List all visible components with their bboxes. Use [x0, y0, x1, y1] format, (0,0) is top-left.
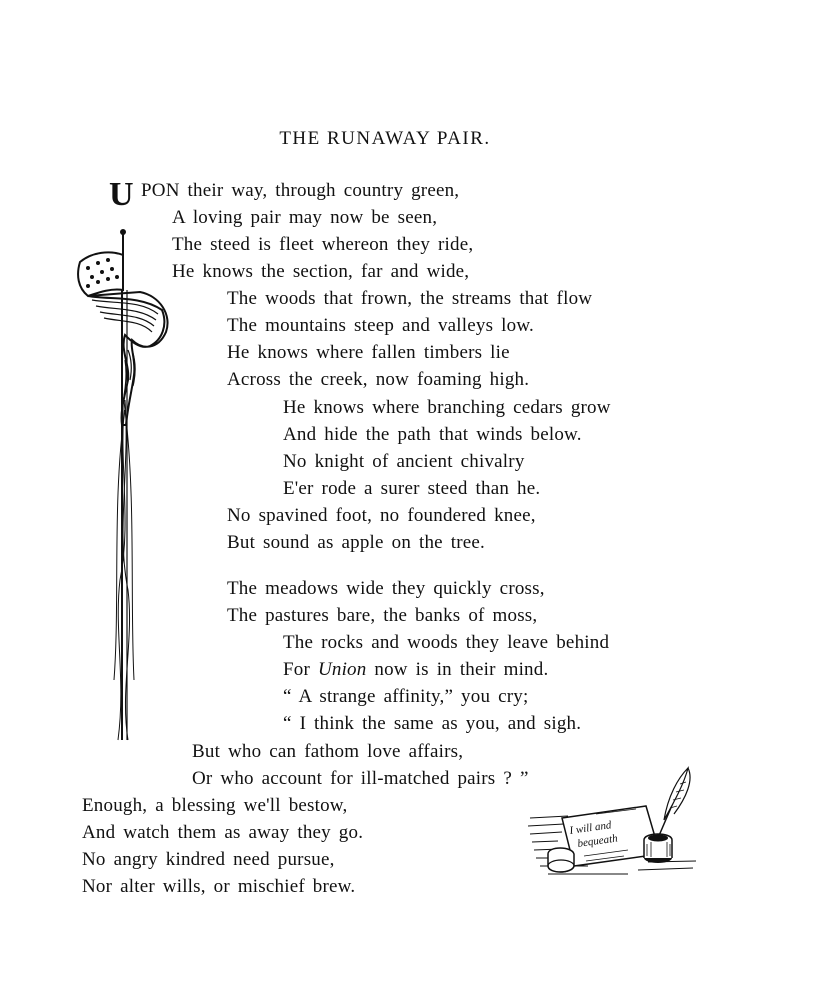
document-text: bequeath: [576, 832, 619, 850]
poem-line: The meadows wide they quickly cross,: [227, 578, 545, 599]
poem-line: Nor alter wills, or mischief brew.: [82, 876, 356, 897]
poem-line: Enough, a blessing we'll bestow,: [82, 795, 348, 816]
poem-line: “ I think the same as you, and sigh.: [283, 713, 582, 734]
poem-line: “ A strange affinity,” you cry;: [283, 686, 529, 707]
poem-line: And watch them as away they go.: [82, 822, 364, 843]
inkwell-quill-document-icon: [528, 762, 703, 892]
poem-title: THE RUNAWAY PAIR.: [279, 128, 491, 149]
poem-line: And hide the path that winds below.: [283, 424, 582, 445]
poem-line: PON their way, through country green,: [141, 180, 460, 201]
poem-line: He knows where fallen timbers lie: [227, 342, 510, 363]
poem-line: He knows the section, far and wide,: [172, 261, 470, 282]
poem-line: The steed is fleet whereon they ride,: [172, 234, 474, 255]
poem-line: The woods that frown, the streams that flow: [227, 288, 593, 309]
for-word: For: [283, 659, 310, 680]
poem-line: A loving pair may now be seen,: [172, 207, 438, 228]
poem-line: He knows where branching cedars grow: [283, 397, 611, 418]
document-text: I will and: [568, 819, 613, 837]
flagpole-with-flag-icon: [70, 200, 170, 745]
union-word: Union: [317, 659, 367, 680]
poem-line: Across the creek, now foaming high.: [227, 369, 530, 390]
poem-line: No spavined foot, no foundered knee,: [227, 505, 536, 526]
poem-line: E'er rode a surer steed than he.: [283, 478, 541, 499]
poem-line: But sound as apple on the tree.: [227, 532, 485, 553]
poem-line: The rocks and woods they leave behind: [283, 632, 610, 653]
poem-line: But who can fathom love affairs,: [192, 741, 464, 762]
poem-line: No knight of ancient chivalry: [283, 451, 525, 472]
poem-line: The pastures bare, the banks of moss,: [227, 605, 538, 626]
poem-line-rest: now is in their mind.: [374, 659, 549, 680]
poem-line: [283, 659, 548, 681]
poem-line: No angry kindred need pursue,: [82, 849, 335, 870]
poem-line: The mountains steep and valleys low.: [227, 315, 534, 336]
drop-cap: U: [109, 176, 134, 213]
poem-line: Or who account for ill-matched pairs ? ”: [192, 768, 529, 789]
